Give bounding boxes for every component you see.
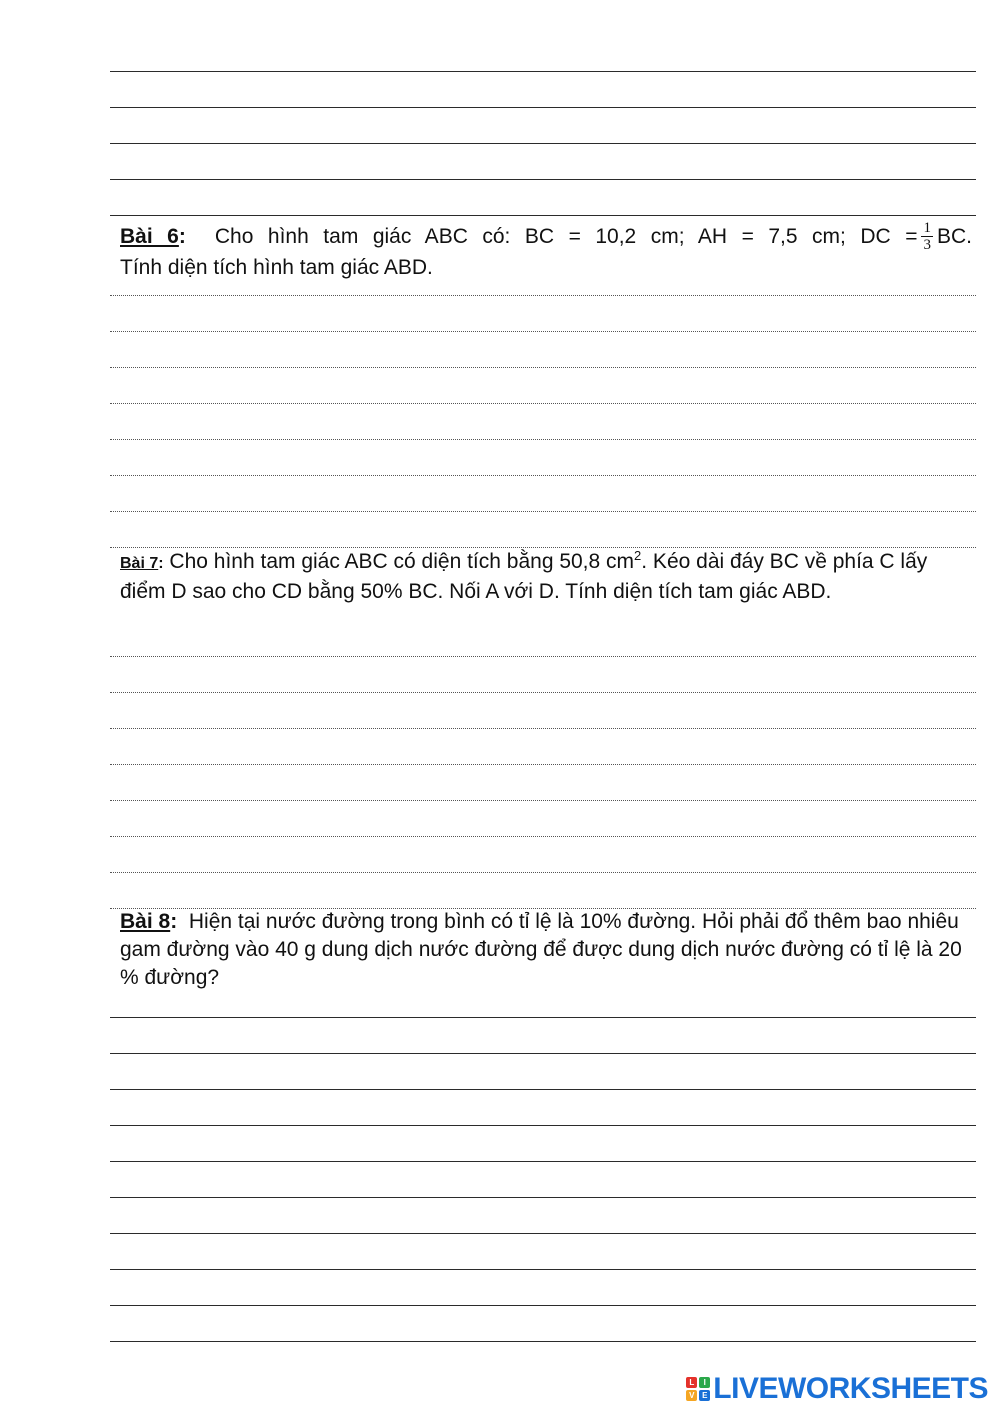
answer-line	[110, 1233, 976, 1234]
logo-grid-icon	[686, 1377, 710, 1401]
problem-8	[120, 908, 972, 992]
problem-8-text: Hiện tại nước đường trong bình có tỉ lệ là 10% đường. Hỏi phải đổ thêm bao nhiêu gam đường vào 40 g dung dịch nước đường để được dung dịch nước đường có tỉ lệ là 20 % đường?	[120, 910, 962, 989]
logo-letter-i: I	[699, 1377, 710, 1388]
answer-line	[110, 1305, 976, 1306]
answer-line	[110, 367, 976, 368]
label-colon: :	[158, 555, 164, 572]
logo-letter-v: V	[686, 1390, 697, 1401]
answer-line	[110, 511, 976, 512]
problem-8-label: Bài 8	[120, 910, 171, 933]
answer-line	[110, 1269, 976, 1270]
fraction-one-third	[921, 220, 933, 253]
answer-line	[110, 403, 976, 404]
answer-line	[110, 179, 976, 180]
problem-6-line-1	[120, 221, 972, 254]
problem-7-text-1: Cho hình tam giác ABC có diện tích bằng 50,8 cm	[169, 550, 635, 573]
logo-letter-e: E	[699, 1390, 710, 1401]
answer-line	[110, 656, 976, 657]
answer-line	[110, 107, 976, 108]
label-colon: :	[178, 225, 186, 249]
superscript-2: 2	[634, 548, 642, 563]
answer-line	[110, 800, 976, 801]
answer-line	[110, 1125, 976, 1126]
answer-line	[110, 1197, 976, 1198]
answer-line	[110, 71, 976, 72]
problem-7	[120, 548, 972, 606]
answer-line	[110, 295, 976, 296]
problem-6	[120, 221, 972, 282]
answer-line	[110, 728, 976, 729]
answer-line	[110, 1089, 976, 1090]
answer-line	[110, 143, 976, 144]
answer-line	[110, 215, 976, 216]
problem-6-text: Cho hình tam giác ABC có: BC = 10,2 cm; AH = 7,5 cm; DC =	[214, 225, 918, 249]
problem-6-line-2: Tính diện tích hình tam giác ABD.	[120, 256, 433, 279]
answer-line	[110, 692, 976, 693]
logo-letter-l: L	[686, 1377, 697, 1388]
answer-line	[110, 836, 976, 837]
problem-6-text-end: BC.	[936, 225, 972, 249]
answer-line	[110, 764, 976, 765]
fraction-numerator: 1	[923, 220, 931, 236]
answer-line	[110, 1017, 976, 1018]
problem-7-label: Bài 7	[120, 555, 159, 572]
problem-6-label: Bài 6	[120, 225, 179, 249]
answer-line	[110, 872, 976, 873]
label-colon: :	[170, 910, 178, 933]
answer-line	[110, 439, 976, 440]
answer-line	[110, 475, 976, 476]
answer-line	[110, 1053, 976, 1054]
fraction-denominator: 3	[923, 237, 931, 253]
answer-line	[110, 331, 976, 332]
answer-line	[110, 1161, 976, 1162]
answer-line	[110, 1341, 976, 1342]
liveworksheets-logo[interactable]	[686, 1372, 988, 1406]
logo-text: LIVEWORKSHEETS	[713, 1372, 988, 1405]
problem-7-text-2: . Kéo dài đáy BC về phía C lấy điểm D sao cho CD bằng 50% BC. Nối A với D. Tính diện tích tam giác ABD.	[120, 550, 928, 603]
